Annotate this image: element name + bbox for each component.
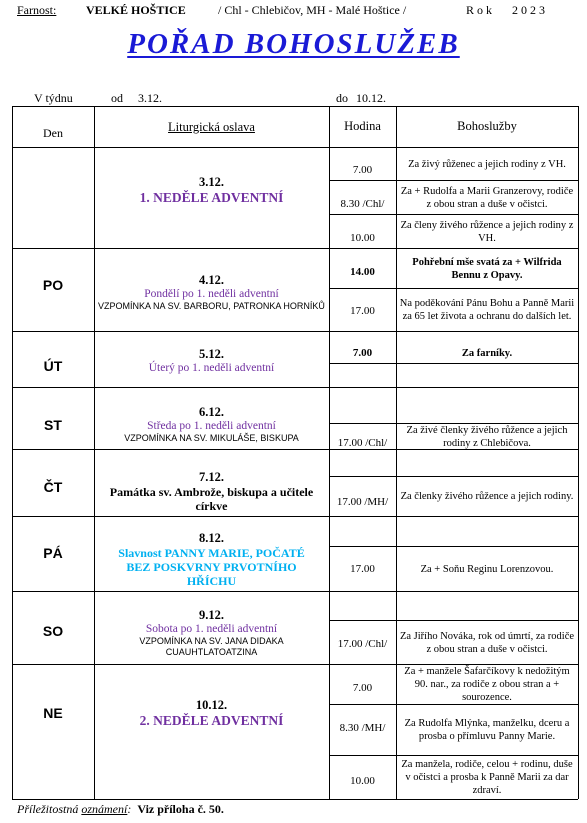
time-cell: 8.30 /Chl/ [340, 198, 385, 210]
week-to-label: do [336, 91, 348, 105]
service-cell: Za živý růženec a jejich rodiny z VH. [408, 158, 566, 170]
celebration-sat [94, 604, 329, 662]
week-from-label: od [111, 91, 123, 105]
service-cell: Na poděkování Pánu Bohu a Panně Marii za 65 let života a ochranu do dalších let. [399, 298, 575, 322]
day-label: PÁ [43, 545, 63, 561]
day-label: PO [42, 277, 64, 293]
feast-name: Sobota po 1. neděli adventní [145, 623, 278, 635]
time-cell: 7.00 [352, 164, 373, 176]
col-header-celebration: Liturgická oslava [168, 119, 255, 134]
day-label: NE [43, 705, 63, 721]
memorial-note: VZPOMÍNKA NA SV. BARBORU, PATRONKA HORNÍKŮ [98, 300, 325, 311]
year-label: R o k [466, 3, 493, 17]
time-cell: 17.00 /MH/ [336, 496, 389, 508]
day-label: ČT [43, 479, 63, 495]
year-value: 2 0 2 3 [512, 3, 545, 17]
day-label: SO [42, 623, 64, 639]
memorial-note: VZPOMÍNKA NA SV. JANA DIDAKA CUAUHTLATOATZINA [139, 636, 284, 657]
day-label: ÚT [43, 358, 63, 374]
parish-name: VELKÉ HOŠTICE [86, 3, 186, 17]
service-cell: Za členy živého růžence a jejich rodiny z VH. [400, 219, 574, 244]
time-cell: 8.30 /MH/ [339, 722, 386, 734]
time-cell: 10.00 [350, 232, 375, 244]
memorial-note: VZPOMÍNKA NA SV. MIKULÁŠE, BISKUPA [124, 432, 299, 443]
date-label: 5.12. [199, 347, 224, 361]
service-cell: Za manžela, rodiče, celou + rodinu, duše v očistci a prosba k Panně Marii za dar zdraví. [401, 759, 573, 796]
date-label: 3.12. [199, 174, 224, 189]
date-label: 8.12. [199, 530, 224, 545]
celebration-tue [94, 343, 329, 379]
celebration-fri [94, 530, 329, 588]
date-label: 6.12. [199, 404, 224, 419]
celebration-sun1 [94, 170, 329, 210]
col-header-services: Bohoslužby [457, 119, 517, 133]
service-cell: Za Rudolfa Mlýnka, manželku, dceru a prosba o přímluvu Panny Marie. [404, 718, 570, 742]
day-label: ST [44, 417, 62, 433]
service-cell: Za živé členky živého růžence a jejich rodiny z Chlebičova. [406, 424, 568, 449]
week-from: 3.12. [138, 91, 162, 105]
service-cell: Za + Soňu Reginu Lorenzovou. [420, 563, 554, 575]
time-cell: 10.00 [350, 775, 375, 787]
feast-name: Středa po 1. neděli adventní [147, 419, 276, 432]
celebration-sun2 [94, 693, 329, 733]
date-label: 4.12. [199, 272, 224, 287]
time-cell: 7.00 [352, 347, 373, 359]
week-to: 10.12. [356, 91, 386, 105]
date-label: 10.12. [195, 697, 228, 712]
service-cell: Za + manžele Šafarčíkovy k nedožitým 90. nar., za rodiče z obou stran a + sourozence. [404, 666, 570, 703]
time-cell: 14.00 [350, 266, 375, 278]
time-cell: 17.00 [350, 305, 375, 317]
celebration-wed [94, 402, 329, 446]
parish-label: Farnost: [17, 3, 57, 17]
time-cell: 7.00 [352, 682, 373, 694]
celebration-thu [94, 467, 329, 515]
service-cell: Za členky živého růžence a jejich rodiny. [400, 491, 574, 502]
page-title: POŘAD BOHOSLUŽEB [127, 28, 460, 60]
service-cell: Za Jiřího Nováka, rok od úmrtí, za rodiče z obou stran a duše v očistci. [399, 630, 575, 655]
time-cell: 17.00 [350, 563, 375, 575]
feast-name: Pondělí po 1. neděli adventní [144, 287, 279, 300]
time-cell: 17.00 /Chl/ [337, 638, 388, 650]
date-label: 9.12. [199, 608, 224, 622]
feast-name: Památka sv. Ambrože, biskupa a učitele církve [109, 484, 314, 513]
col-header-time: Hodina [344, 119, 381, 133]
time-cell: 17.00 /Chl/ [337, 437, 388, 449]
celebration-mon [94, 262, 329, 322]
col-header-day: Den [43, 125, 63, 140]
service-cell: Za + Rudolfa a Marii Granzerovy, rodiče z obou stran a duše v očistci. [400, 185, 574, 210]
service-cell: Za farníky. [461, 347, 513, 359]
week-prefix: V týdnu [34, 91, 73, 105]
date-label: 7.12. [199, 469, 224, 484]
service-cell: Pohřební mše svatá za + Wilfrida Bennu z Opavy. [412, 256, 562, 281]
feast-name: Slavnost PANNY MARIE, POČATÉ BEZ POSKVRNY PRVOTNÍHO HŘÍCHU [118, 545, 305, 588]
feast-name: 2. NEDĚLE ADVENTNÍ [139, 712, 284, 728]
announcements-note: Příležitostná oznámení: Viz příloha č. 50. [17, 802, 224, 816]
feast-name: Úterý po 1. neděli adventní [148, 362, 275, 374]
feast-name: 1. NEDĚLE ADVENTNÍ [139, 189, 284, 205]
places-legend: / Chl - Chlebičov, MH - Malé Hoštice / [218, 3, 407, 17]
